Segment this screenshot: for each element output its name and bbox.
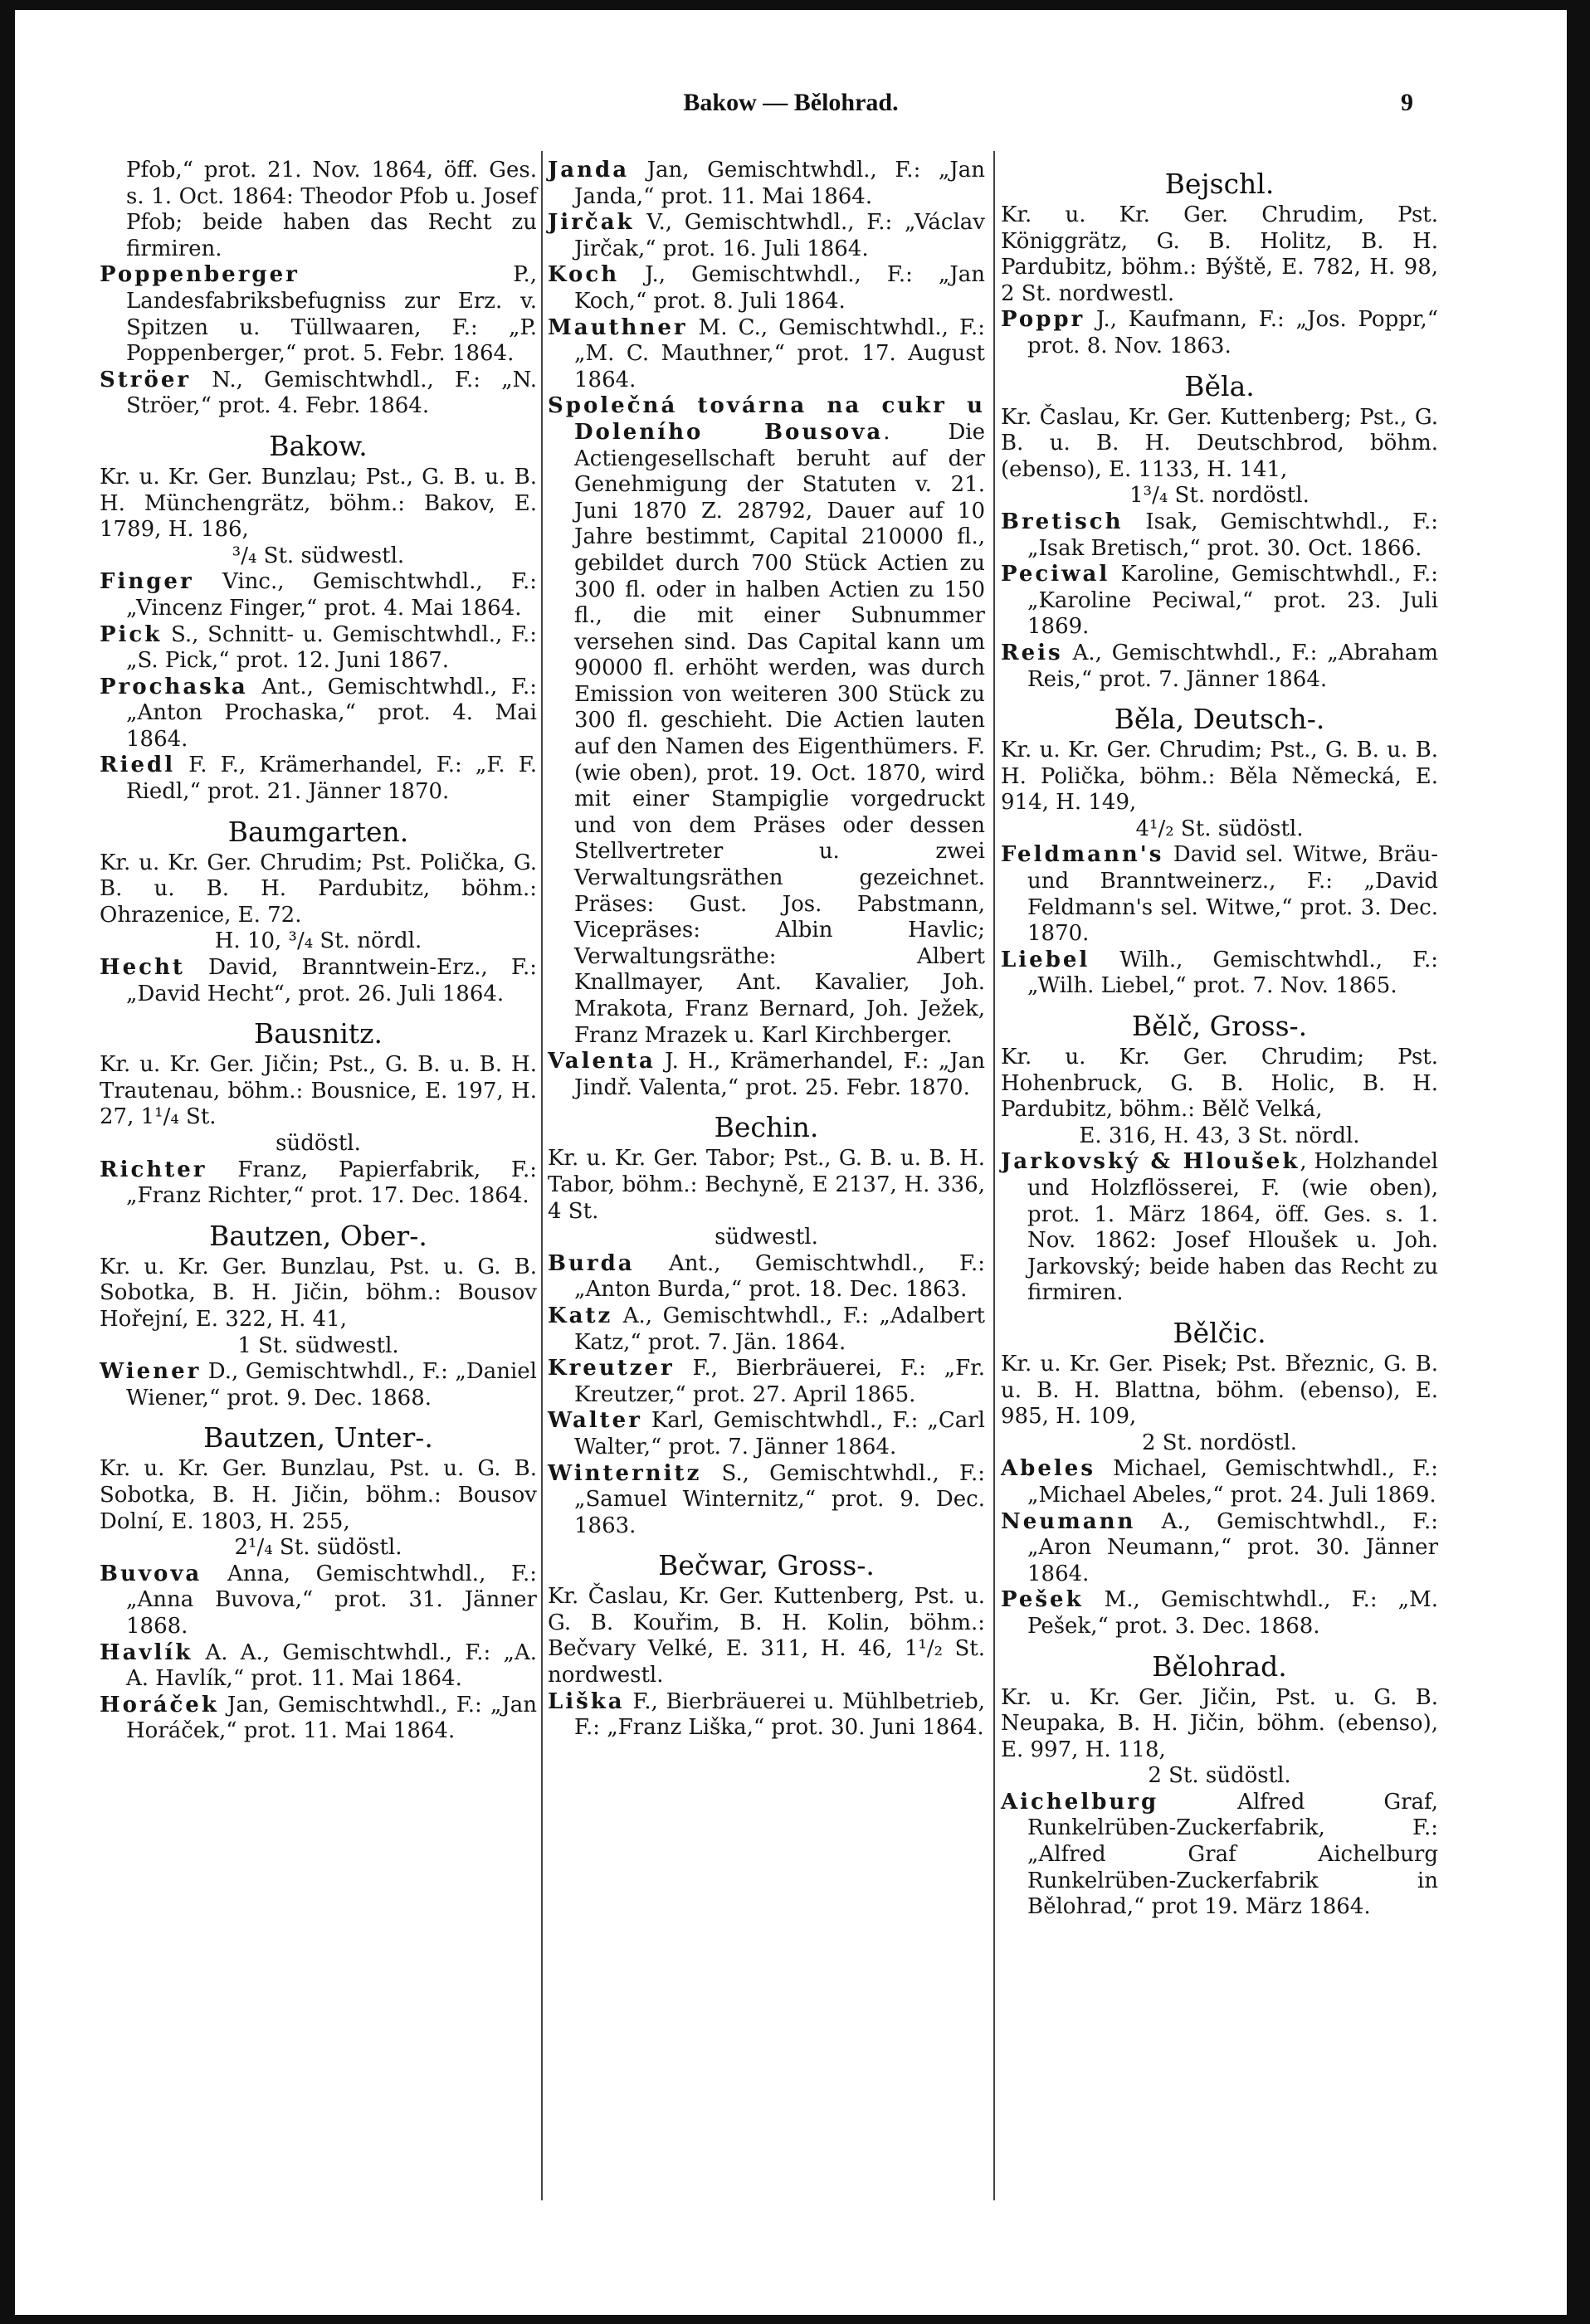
place-info xyxy=(1001,1685,1438,1790)
entry-name: Společná továrna na cukr u Doleního Bousova xyxy=(548,393,985,445)
place-info-line: Kr. u. Kr. Ger. Pisek; Pst. Březnic, G. B. u. B. H. Blattna, böhm. (ebenso), E. 985, H. 109, xyxy=(1001,1351,1438,1430)
entry-name: Neumann xyxy=(1001,1508,1136,1534)
entry-name: Pešek xyxy=(1001,1587,1084,1613)
entry xyxy=(1001,307,1438,359)
place-heading: Bejschl. xyxy=(1164,168,1275,200)
place-heading: Běla, Deutsch-. xyxy=(1114,703,1325,736)
entry xyxy=(100,262,537,367)
place-info-line: Kr. u. Kr. Ger. Bunzlau; Pst., G. B. u. B. H. Münchengrätz, böhm.: Bakov, E. 1789, H. 186, xyxy=(100,464,537,543)
place-info-line: ³/₄ St. südwestl. xyxy=(232,543,405,568)
entry-text: A., Gemischtwhdl., F.: „Adalbert Katz,“ prot. 7. Jän. 1864. xyxy=(574,1303,985,1355)
entry-name: Liebel xyxy=(1001,947,1090,972)
entry xyxy=(548,1408,985,1460)
place-heading: Běla. xyxy=(1184,369,1255,402)
place-info xyxy=(100,1456,537,1561)
entry xyxy=(548,1251,985,1303)
entry xyxy=(100,675,537,753)
entry-text: Michael, Gemischtwhdl., F.: „Michael Abeles,“ prot. 24. Juli 1869. xyxy=(1027,1456,1438,1508)
entry-name: Katz xyxy=(548,1303,613,1328)
place-info-line: südöstl. xyxy=(276,1131,361,1156)
column-rule xyxy=(993,151,995,2200)
entry-text: M., Gemischtwhdl., F.: „M. Pešek,“ prot. 3. Dec. 1868. xyxy=(1027,1587,1438,1639)
entry xyxy=(548,158,985,210)
entry-text: Isak, Gemischtwhdl., F.: „Isak Bretisch,“ prot. 30. Oct. 1866. xyxy=(1027,509,1438,561)
entry-text: Alfred Graf, Runkelrüben-Zuckerfabrik, F.: „Alfred Graf Aichelburg Runkelrüben-Zuckerfabrik in Bělohrad,“ prot 19. März 1864. xyxy=(1027,1789,1438,1920)
entry-text: D., Gemischtwhdl., F.: „Daniel Wiener,“ prot. 9. Dec. 1868. xyxy=(126,1359,537,1410)
running-head xyxy=(15,89,1567,122)
place-info-line: Kr. u. Kr. Ger. Bunzlau, Pst. u. G. B. Sobotka, B. H. Jičin, böhm.: Bousov Hořejní, E. 322, H. 41, xyxy=(100,1254,537,1332)
place-info-line: Kr. u. Kr. Ger. Tabor; Pst., G. B. u. B. H. Tabor, böhm.: Bechyně, E 2137, H. 336, 4 St. xyxy=(548,1146,985,1224)
place-heading: Baumgarten. xyxy=(227,815,409,848)
place-info-line: Kr. u. Kr. Ger. Chrudim; Pst. Hohenbruck, G. B. Holic, B. H. Pardubitz, böhm.: Bělč Velká, xyxy=(1001,1045,1438,1123)
entry-text: , Holzhandel und Holzflösserei, F. (wie oben), prot. 1. März 1864, öff. Ges. s. 1. Nov. 1862: Josef Hloušek u. Joh. Jarkovský; beide haben das Recht zu firmiren. xyxy=(1027,1149,1438,1306)
entry xyxy=(548,1461,985,1540)
place-info-line: Kr. u. Kr. Ger. Chrudim; Pst. Polička, G. B. u. B. H. Pardubitz, böhm.: Ohrazenice, E. 72. xyxy=(100,850,537,928)
place-info xyxy=(100,1255,537,1359)
entry-text: Franz, Papierfabrik, F.: „Franz Richter,“ prot. 17. Dec. 1864. xyxy=(126,1157,537,1209)
entry xyxy=(1001,562,1438,641)
place-heading: Bělč, Gross-. xyxy=(1131,1010,1308,1043)
entry xyxy=(1001,1509,1438,1588)
entry-name: Wiener xyxy=(100,1359,202,1385)
entry-text: M. C., Gemischtwhdl., F.: „M. C. Mauthner,“ prot. 17. August 1864. xyxy=(574,314,985,392)
entry xyxy=(1001,1456,1438,1508)
entry-text: S., Gemischtwhdl., F.: „Samuel Winternitz,“ prot. 9. Dec. 1863. xyxy=(574,1460,985,1538)
entry xyxy=(1001,641,1438,693)
entry-text: J. H., Krämerhandel, F.: „Jan Jindř. Valenta,“ prot. 25. Febr. 1870. xyxy=(574,1049,985,1100)
place-heading: Bělčic. xyxy=(1173,1316,1266,1349)
entry-text: Jan, Gemischtwhdl., F.: „Jan Janda,“ prot. 11. Mai 1864. xyxy=(574,158,985,209)
entry-name: Feldmann's xyxy=(1001,842,1164,868)
entry xyxy=(100,569,537,621)
entry xyxy=(548,1049,985,1101)
place-info-line: Kr. u. Kr. Ger. Chrudim, Pst. Königgrätz, G. B. Holitz, B. H. Pardubitz, böhm.: Býště, E. 782, H. 98, 2 St. nordwestl. xyxy=(1001,202,1438,306)
entry-text: J., Gemischtwhdl., F.: „Jan Koch,“ prot. 8. Juli 1864. xyxy=(574,262,985,314)
column-rule xyxy=(541,151,543,2200)
place-info-line: Kr. u. Kr. Ger. Chrudim; Pst., G. B. u. B. H. Polička, böhm.: Běla Německá, E. 914, H. 149, xyxy=(1001,738,1438,816)
entry-text: David, Branntwein-Erz., F.: „David Hecht“, prot. 26. Juli 1864. xyxy=(126,955,537,1006)
place-info-line: Kr. u. Kr. Ger. Bunzlau, Pst. u. G. B. Sobotka, B. H. Jičin, böhm.: Bousov Dolní, E. 1803, H. 255, xyxy=(100,1456,537,1534)
place-heading: Bausnitz. xyxy=(253,1017,383,1050)
entry-name: Mauthner xyxy=(548,314,688,340)
entry-text: Anna, Gemischtwhdl., F.: „Anna Buvova,“ prot. 31. Jänner 1868. xyxy=(126,1561,537,1639)
entry-name: Ströer xyxy=(100,367,192,392)
entry xyxy=(548,262,985,314)
entry-name: Jarkovský & Hloušek xyxy=(1001,1149,1300,1175)
entry-text: S., Schnitt- u. Gemischtwhdl., F.: „S. Pick,“ prot. 12. Juni 1867. xyxy=(126,621,537,674)
place-info xyxy=(1001,1352,1438,1456)
entry-name: Valenta xyxy=(548,1049,656,1074)
place-info xyxy=(1001,405,1438,509)
entry xyxy=(548,1356,985,1408)
place-info xyxy=(100,1052,537,1157)
place-info xyxy=(1001,738,1438,842)
page xyxy=(15,10,1567,2315)
entry-text: Jan, Gemischtwhdl., F.: „Jan Horáček,“ prot. 11. Mai 1864. xyxy=(126,1692,537,1744)
entry xyxy=(100,622,537,675)
entry-text: A., Gemischtwhdl., F.: „Abraham Reis,“ prot. 7. Jänner 1864. xyxy=(1027,640,1438,692)
entry-name: Walter xyxy=(548,1408,642,1434)
entry-name: Bretisch xyxy=(1001,509,1124,534)
entry-name: Kreutzer xyxy=(548,1356,675,1381)
entry xyxy=(548,315,985,394)
place-info-line: Kr. Časlau, Kr. Ger. Kuttenberg, Pst. u. G. B. Kouřim, B. H. Kolin, böhm.: Bečvary Velké, E. 311, H. 46, 1¹/₂ St. nordwestl. xyxy=(548,1584,985,1688)
entry-name: Horáček xyxy=(100,1692,219,1717)
place-info xyxy=(1001,202,1438,307)
entry-text: David sel. Witwe, Bräu- und Branntweinerz., F.: „David Feldmann's sel. Witwe,“ prot. 3. Dec. 1870. xyxy=(1027,842,1438,947)
place-info-line: 1 St. südwestl. xyxy=(237,1333,399,1358)
entry-name: Prochaska xyxy=(100,674,248,699)
place-info xyxy=(1001,1045,1438,1149)
place-info xyxy=(548,1146,985,1250)
entry xyxy=(100,1562,537,1640)
entry-text: Karl, Gemischtwhdl., F.: „Carl Walter,“ prot. 7. Jänner 1864. xyxy=(574,1408,985,1459)
entry-text: A., Gemischtwhdl., F.: „Aron Neumann,“ prot. 30. Jänner 1864. xyxy=(1027,1508,1438,1586)
place-info-line: Kr. Časlau, Kr. Ger. Kuttenberg; Pst., G. B. u. B. H. Deutschbrod, böhm. (ebenso), E. 1133, H. 141, xyxy=(1001,404,1438,482)
entry xyxy=(100,1640,537,1693)
entry-name: Abeles xyxy=(1001,1456,1095,1482)
column-2 xyxy=(548,158,985,1742)
entry-name: Hecht xyxy=(100,955,185,981)
entry-text: F., Bierbräuerei u. Mühlbetrieb, F.: „Franz Liška,“ prot. 30. Juni 1864. xyxy=(574,1688,985,1741)
entry xyxy=(100,1693,537,1745)
entry-text: F. F., Krämerhandel, F.: „F. F. Riedl,“ prot. 21. Jänner 1870. xyxy=(126,753,537,805)
entry xyxy=(100,1359,537,1411)
place-heading: Bečwar, Gross-. xyxy=(658,1549,875,1582)
column-1 xyxy=(100,158,537,1745)
entry-name: Winternitz xyxy=(548,1460,702,1486)
entry xyxy=(1001,948,1438,1000)
place-info xyxy=(548,1584,985,1688)
column-3 xyxy=(1001,158,1438,1921)
entry xyxy=(1001,842,1438,947)
entry-name: Burda xyxy=(548,1250,635,1276)
entry-name: Jirčak xyxy=(548,210,635,236)
entry xyxy=(548,1689,985,1742)
entry-name: Aichelburg xyxy=(1001,1789,1159,1815)
entry xyxy=(548,210,985,262)
entry-text: J., Kaufmann, F.: „Jos. Poppr,“ prot. 8. Nov. 1863. xyxy=(1027,307,1438,358)
place-info-line: südwestl. xyxy=(715,1225,818,1250)
place-info-line: 2 St. südöstl. xyxy=(1148,1763,1291,1789)
entry xyxy=(548,393,985,1049)
entry xyxy=(548,1303,985,1356)
place-heading: Bautzen, Ober-. xyxy=(209,1219,427,1252)
entry-name: Richter xyxy=(100,1157,207,1182)
place-info xyxy=(100,465,537,569)
place-heading: Bělohrad. xyxy=(1152,1649,1287,1683)
running-head-title: Bakow — Bělohrad. xyxy=(683,89,899,116)
entry-name: Peciwal xyxy=(1001,562,1110,587)
entry-text: Pfob,“ prot. 21. Nov. 1864, öff. Ges. s. 1. Oct. 1864: Theodor Pfob u. Josef Pfob; beide haben das Recht zu firmiren. xyxy=(126,158,537,261)
entry-text: Ant., Gemischtwhdl., F.: „Anton Burda,“ prot. 18. Dec. 1863. xyxy=(574,1250,985,1303)
entry-name: Finger xyxy=(100,569,194,595)
place-info-line: 4¹/₂ St. südöstl. xyxy=(1135,816,1304,841)
entry-text: Wilh., Gemischtwhdl., F.: „Wilh. Liebel,“ prot. 7. Nov. 1865. xyxy=(1027,947,1438,999)
entry-name: Riedl xyxy=(100,753,176,778)
entry-name: Poppr xyxy=(1001,307,1085,333)
place-heading: Bakow. xyxy=(269,429,368,462)
entry-name: Koch xyxy=(548,262,620,288)
entry-text: P., Landesfabriksbefugniss zur Erz. v. Spitzen u. Tüllwaaren, F.: „P. Poppenberger,“ prot. 5. Febr. 1864. xyxy=(126,262,537,367)
entry xyxy=(1001,1790,1438,1921)
place-info-line: 2¹/₄ St. südöstl. xyxy=(234,1535,402,1561)
place-info-line: H. 10, ³/₄ St. nördl. xyxy=(214,928,422,954)
entry-text: . Die Actiengesellschaft beruht auf der Genehmigung der Statuten v. 21. Juni 1870 Z. 28792, Dauer auf 10 Jahre bestimmt, Capital 210000 fl., gebildet durch 700 Stück Actien zu 300 fl. oder in halben Actien zu 150 fl., die mit einer Subnummer versehen sind. Das Capital kann um 90000 fl. erhöht werden, was durch Emission von weiteren 300 Stück zu 300 fl. geschieht. Die Actien lauten auf den Namen des Eigenthümers. F. (wie oben), prot. 19. Oct. 1870, wird mit einer Stampiglie vorgedruckt und von dem Präses oder dessen Stellvertreter u. zwei Verwaltungsräthen gezeichnet. Präses: Gust. Jos. Pabstmann, Vicepräses: Albin Havlic; Verwaltungsräthe: Albert Knallmayer, Ant. Kavalier, Joh. Mrakota, Franz Bernard, Joh. Ježek, Franz Mrazek u. Karl Kirchberger. xyxy=(574,419,985,1048)
place-info-line: 2 St. nordöstl. xyxy=(1141,1430,1298,1455)
entry-name: Buvova xyxy=(100,1561,202,1586)
entry xyxy=(100,1157,537,1210)
place-info-line: Kr. u. Kr. Ger. Jičin, Pst. u. G. B. Neupaka, B. H. Jičin, böhm. (ebenso), E. 997, H. 118, xyxy=(1001,1684,1438,1762)
entry-name: Pick xyxy=(100,621,163,647)
place-info-line: E. 316, H. 43, 3 St. nördl. xyxy=(1079,1123,1360,1148)
entry-name: Janda xyxy=(548,158,630,183)
place-info-line: Kr. u. Kr. Ger. Jičin; Pst., G. B. u. B. H. Trautenau, böhm.: Bousnice, E. 197, H. 27, 1¹/₄ St. xyxy=(100,1052,537,1130)
entry-text: V., Gemischtwhdl., F.: „Václav Jirčak,“ prot. 16. Juli 1864. xyxy=(574,210,985,261)
entry xyxy=(1001,509,1438,562)
place-info-line: 1³/₄ St. nordöstl. xyxy=(1129,483,1310,509)
entry-text: Ant., Gemischtwhdl., F.: „Anton Prochaska,“ prot. 4. Mai 1864. xyxy=(126,674,537,752)
entry-text: N., Gemischtwhdl., F.: „N. Ströer,“ prot. 4. Febr. 1864. xyxy=(126,367,537,419)
entry xyxy=(1001,1149,1438,1307)
place-heading: Bechin. xyxy=(714,1111,819,1144)
place-heading: Bautzen, Unter-. xyxy=(203,1421,433,1454)
entry-text: Karoline, Gemischtwhdl., F.: „Karoline Peciwal,“ prot. 23. Juli 1869. xyxy=(1027,562,1438,640)
entry xyxy=(1001,1587,1438,1639)
entry-name: Liška xyxy=(548,1688,625,1714)
entry-name: Poppenberger xyxy=(100,262,300,288)
entry-text: F., Bierbräuerei, F.: „Fr. Kreutzer,“ prot. 27. April 1865. xyxy=(574,1356,985,1407)
entry-text: A. A., Gemischtwhdl., F.: „A. A. Havlík,“ prot. 11. Mai 1864. xyxy=(126,1639,537,1692)
entry xyxy=(100,753,537,805)
page-number: 9 xyxy=(1401,89,1413,116)
entry xyxy=(100,955,537,1007)
entry-text: Vinc., Gemischtwhdl., F.: „Vincenz Finger,“ prot. 4. Mai 1864. xyxy=(126,569,537,621)
entry-continuation xyxy=(100,158,537,262)
place-info xyxy=(100,850,537,955)
entry xyxy=(100,368,537,420)
entry-name: Havlík xyxy=(100,1639,193,1665)
entry-name: Reis xyxy=(1001,640,1063,665)
